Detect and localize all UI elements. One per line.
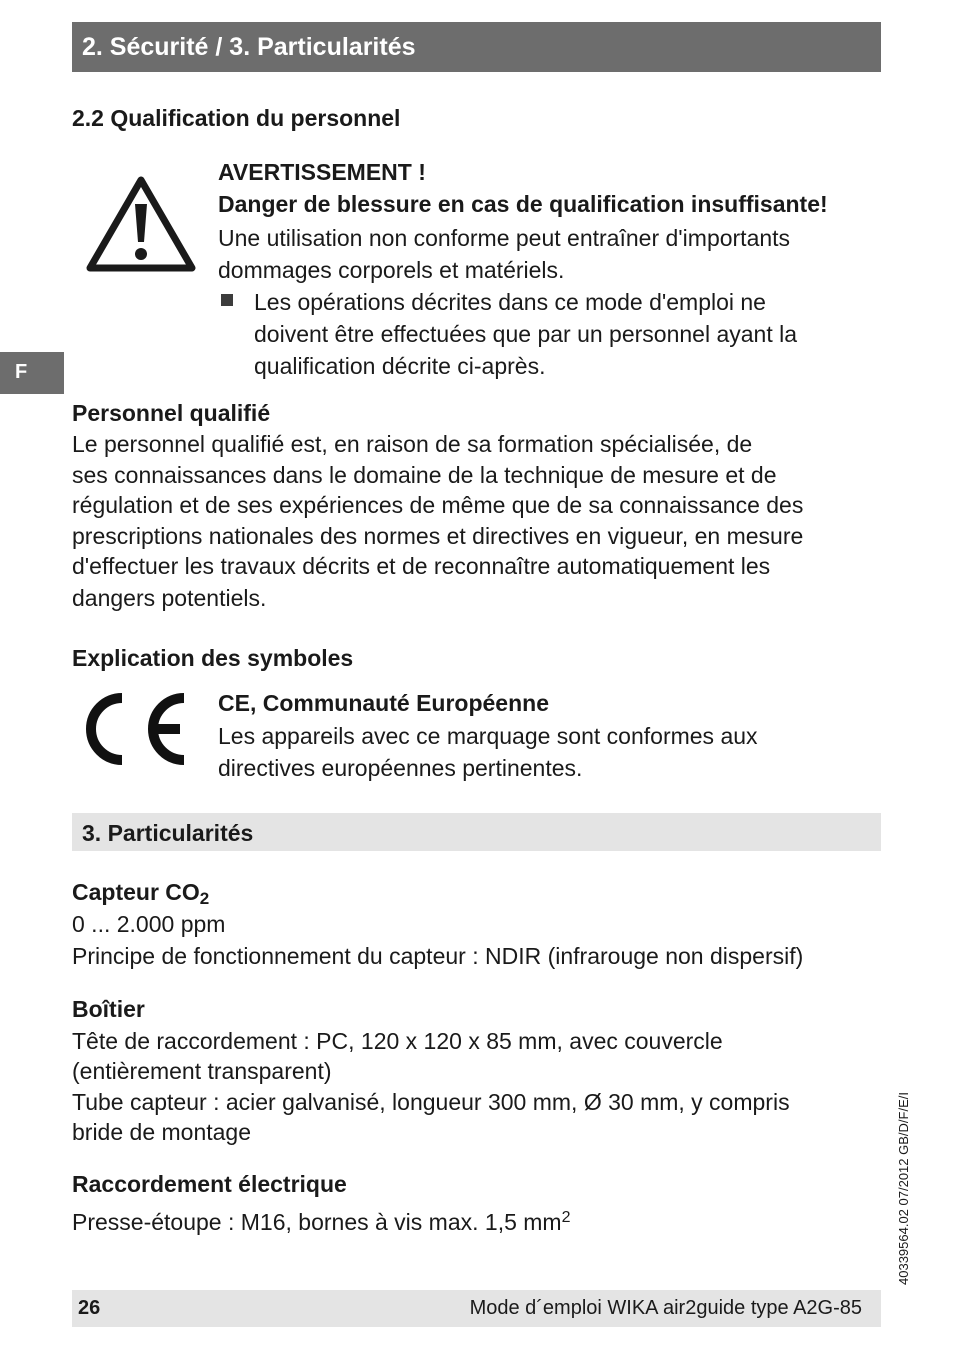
language-tab-label: F <box>15 361 28 383</box>
ce-title: CE, Communauté Européenne <box>218 690 549 716</box>
qualified-line: ses connaissances dans le domaine de la technique de mesure et de <box>72 462 777 488</box>
sensor-heading-text: Capteur CO <box>72 879 200 905</box>
section-3-title: 3. Particularités <box>82 820 254 846</box>
bullet-line-2: doivent être effectuées que par un personnel ayant la <box>254 321 798 347</box>
warning-text-1: Une utilisation non conforme peut entraîner d'importants <box>218 225 791 251</box>
electrical-text: Presse-étoupe : M16, bornes à vis max. 1,5 mm <box>72 1209 562 1235</box>
warning-subtitle: Danger de blessure en cas de qualification insuffisante! <box>218 191 828 217</box>
housing-heading: Boîtier <box>72 996 145 1022</box>
qualified-heading: Personnel qualifié <box>72 400 271 426</box>
electrical-heading: Raccordement électrique <box>72 1171 347 1197</box>
warning-title: AVERTISSEMENT ! <box>218 159 426 185</box>
symbols-heading: Explication des symboles <box>72 645 354 671</box>
bullet-line-1: Les opérations décrites dans ce mode d'emploi ne <box>254 289 766 315</box>
qualified-line: régulation et de ses expériences de même que de sa connaissance des <box>72 492 804 518</box>
ce-text-2: directives européennes pertinentes. <box>218 755 583 781</box>
electrical-text-line <box>72 1202 571 1238</box>
sensor-heading-sub: 2 <box>199 889 210 908</box>
housing-line-1: Tête de raccordement : PC, 120 x 120 x 85 mm, avec couvercle <box>72 1028 723 1054</box>
qualified-line: d'effectuer les travaux décrits et de reconnaître automatiquement les <box>72 553 771 579</box>
footer-document-title: Mode d´emploi WIKA air2guide type A2G-85 <box>469 1297 862 1319</box>
section-heading-2-2: 2.2 Qualification du personnel <box>72 105 401 131</box>
warning-triangle-icon <box>86 176 196 272</box>
ce-mark-text: CE <box>84 690 86 691</box>
page-number: 26 <box>78 1297 101 1319</box>
document-code: 40339564.02 07/2012 GB/D/F/E/I <box>896 1092 911 1285</box>
ce-mark-icon <box>84 690 190 768</box>
language-tab <box>0 352 64 394</box>
housing-line-2: (entièrement transparent) <box>72 1058 332 1084</box>
qualified-line: prescriptions nationales des normes et directives en vigueur, en mesure <box>72 523 804 549</box>
sensor-range: 0 ... 2.000 ppm <box>72 911 226 937</box>
page-title: 2. Sécurité / 3. Particularités <box>82 33 416 61</box>
housing-line-4: bride de montage <box>72 1119 252 1145</box>
sensor-heading <box>72 879 209 909</box>
warning-text-2: dommages corporels et matériels. <box>218 257 565 283</box>
qualified-line: dangers potentiels. <box>72 585 267 611</box>
sensor-principle: Principe de fonctionnement du capteur : NDIR (infrarouge non dispersif) <box>72 943 804 969</box>
bullet-square-icon <box>221 294 233 306</box>
ce-text-1: Les appareils avec ce marquage sont conformes aux <box>218 723 758 749</box>
housing-line-3: Tube capteur : acier galvanisé, longueur 300 mm, Ø 30 mm, y compris <box>72 1089 790 1115</box>
qualified-line: Le personnel qualifié est, en raison de sa formation spécialisée, de <box>72 431 753 457</box>
electrical-sup: 2 <box>561 1209 571 1226</box>
bullet-line-3: qualification décrite ci-après. <box>254 353 546 379</box>
